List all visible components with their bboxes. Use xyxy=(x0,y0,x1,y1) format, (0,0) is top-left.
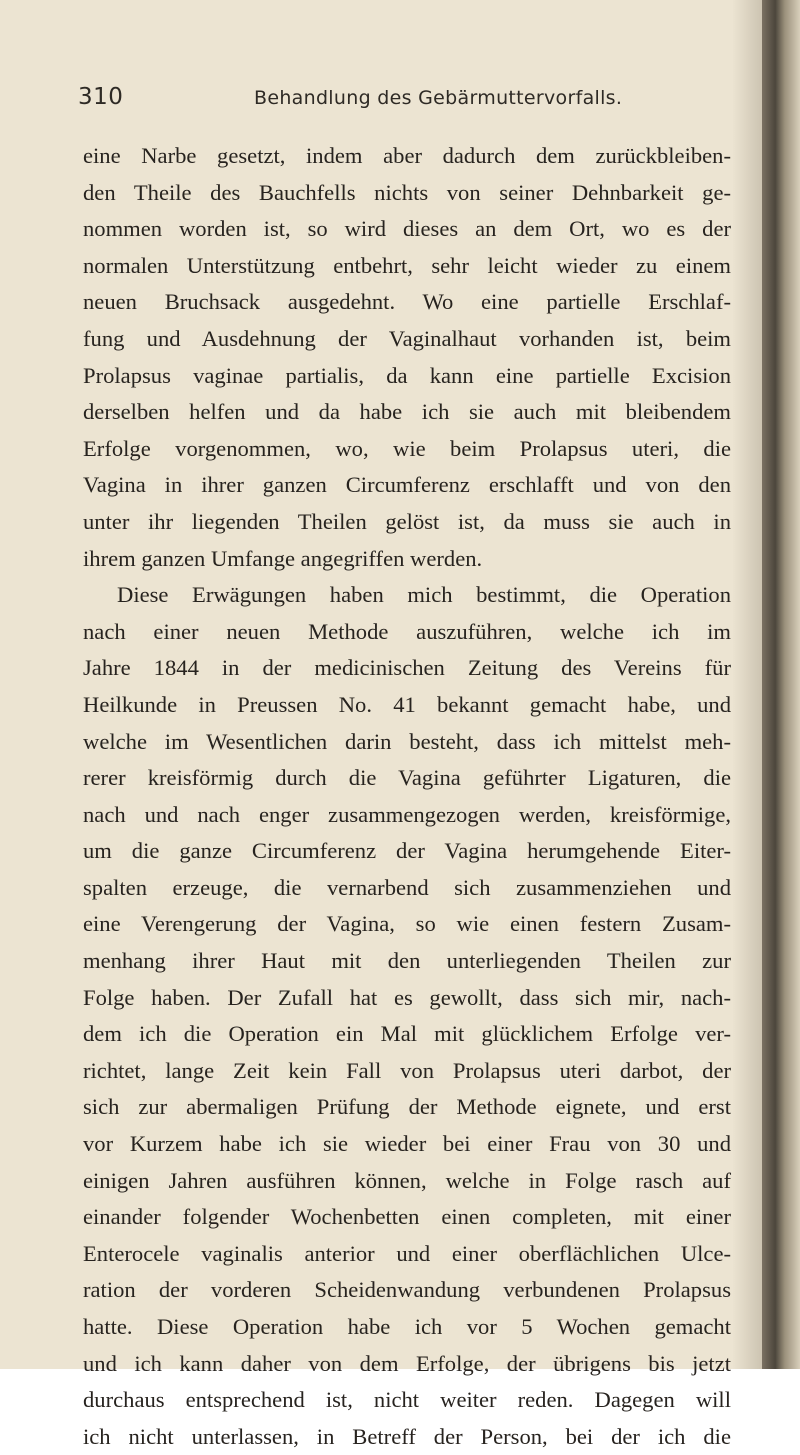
text-line: Heilkunde in Preussen No. 41 bekannt gemacht habe, und xyxy=(83,691,731,717)
text-line: rerer kreisförmig durch die Vagina geführter Ligaturen, die xyxy=(83,765,731,791)
text-line: ich nicht unterlassen, in Betreff der Person, bei der ich die xyxy=(83,1423,731,1449)
page-number: 310 xyxy=(78,84,124,110)
page-header xyxy=(78,84,678,118)
text-line: eine Narbe gesetzt, indem aber dadurch dem zurückbleiben- xyxy=(83,143,731,168)
text-line: normalen Unterstützung entbehrt, sehr leicht wieder zu einem xyxy=(83,252,731,278)
text-line: menhang ihrer Haut mit den unterliegenden Theilen zur xyxy=(83,948,731,974)
page-gutter-shadow xyxy=(732,0,762,1369)
text-line: Enterocele vaginalis anterior und einer oberflächlichen Ulce- xyxy=(83,1240,731,1266)
text-line: ihrem ganzen Umfange angegriffen werden. xyxy=(83,545,483,571)
text-line: durchaus entsprechend ist, nicht weiter reden. Dagegen will xyxy=(83,1387,731,1413)
text-line: einigen Jahren ausführen können, welche in Folge rasch auf xyxy=(83,1167,731,1193)
text-line: vor Kurzem habe ich sie wieder bei einer Frau von 30 und xyxy=(83,1131,731,1157)
text-line: Folge haben. Der Zufall hat es gewollt, dass sich mir, nach- xyxy=(83,984,731,1010)
text-line: nommen worden ist, so wird dieses an dem Ort, wo es der xyxy=(83,216,731,242)
text-line: fung und Ausdehnung der Vaginalhaut vorhanden ist, beim xyxy=(83,325,731,351)
text-line: spalten erzeuge, die vernarbend sich zusammenziehen und xyxy=(83,874,731,900)
book-spine xyxy=(762,0,800,1369)
text-line: richtet, lange Zeit kein Fall von Prolapsus uteri darbot, der xyxy=(83,1057,731,1083)
text-line: unter ihr liegenden Theilen gelöst ist, da muss sie auch in xyxy=(83,508,731,534)
text-line: Diese Erwägungen haben mich bestimmt, die Operation xyxy=(117,582,731,608)
text-line: neuen Bruchsack ausgedehnt. Wo eine partielle Erschlaf- xyxy=(83,289,731,315)
text-line: den Theile des Bauchfells nichts von seiner Dehnbarkeit ge- xyxy=(83,179,731,205)
text-line: welche im Wesentlichen darin besteht, dass ich mittelst meh- xyxy=(83,728,731,754)
text-line: sich zur abermaligen Prüfung der Methode eignete, und erst xyxy=(83,1094,731,1120)
text-line: und ich kann daher von dem Erfolge, der übrigens bis jetzt xyxy=(83,1350,731,1376)
text-line: derselben helfen und da habe ich sie auch mit bleibendem xyxy=(83,399,731,425)
text-line: dem ich die Operation ein Mal mit glücklichem Erfolge ver- xyxy=(83,1021,731,1047)
text-line: um die ganze Circumferenz der Vagina herumgehende Eiter- xyxy=(83,838,731,864)
text-line: nach und nach enger zusammengezogen werden, kreisförmige, xyxy=(83,801,731,827)
text-line: einander folgender Wochenbetten einen completen, mit einer xyxy=(83,1204,731,1230)
body-text xyxy=(83,138,731,1455)
text-line: Jahre 1844 in der medicinischen Zeitung des Vereins für xyxy=(83,655,731,681)
text-line: Vagina in ihrer ganzen Circumferenz erschlafft und von den xyxy=(83,472,731,498)
text-line: ration der vorderen Scheidenwandung verbundenen Prolapsus xyxy=(83,1277,731,1303)
running-title: Behandlung des Gebärmuttervorfalls. xyxy=(254,87,623,109)
text-line: hatte. Diese Operation habe ich vor 5 Wochen gemacht xyxy=(83,1314,731,1339)
text-line: Erfolge vorgenommen, wo, wie beim Prolapsus uteri, die xyxy=(83,435,731,461)
text-line: eine Verengerung der Vagina, so wie einen festern Zusam- xyxy=(83,911,731,937)
text-line: Prolapsus vaginae partialis, da kann eine partielle Excision xyxy=(83,362,731,388)
text-line: nach einer neuen Methode auszuführen, welche ich im xyxy=(83,618,731,644)
